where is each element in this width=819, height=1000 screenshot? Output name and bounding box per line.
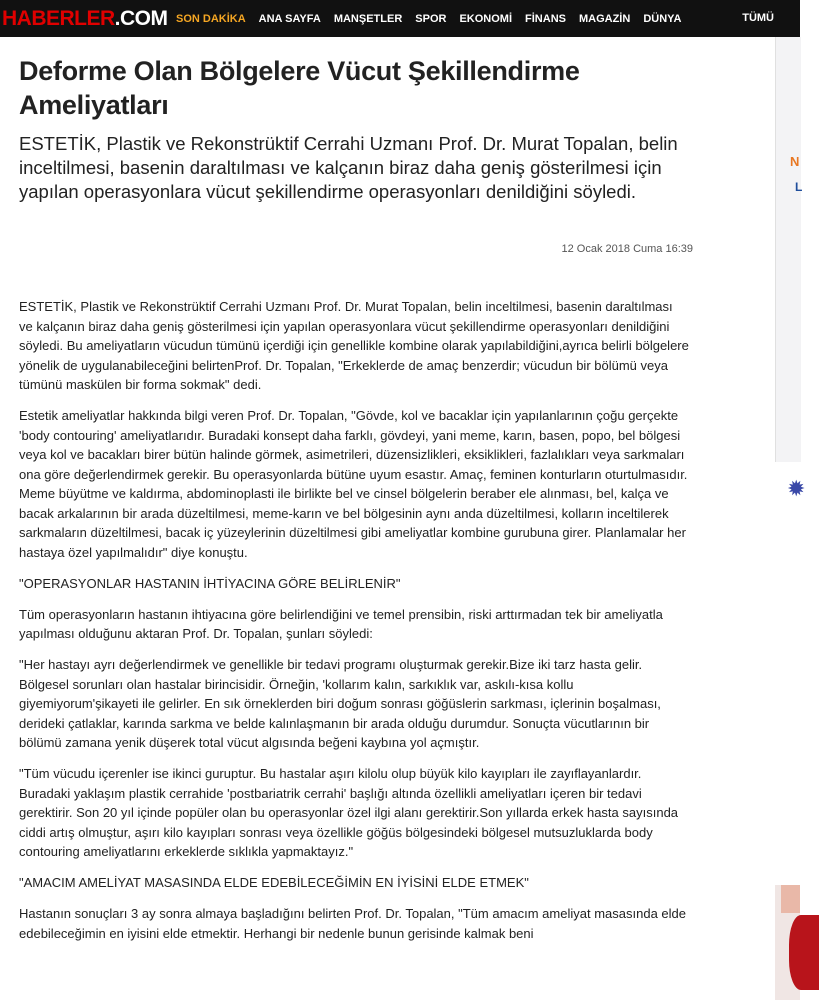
article-paragraph: Tüm operasyonların hastanın ihtiyacına göre belirlendiğini ve temel prensibin, riski arttırmadan tek bir ameliyatla yapılması olduğunu aktaran Prof. Dr. Topalan, şunları söyledi: (19, 606, 663, 641)
ad-image-red-shape (789, 915, 819, 990)
nav-finans[interactable]: FİNANS (525, 12, 566, 25)
site-logo[interactable] (0, 0, 170, 37)
nav-ana-sayfa[interactable]: ANA SAYFA (258, 12, 321, 25)
nav-dunya[interactable]: DÜNYA (643, 12, 682, 25)
top-navigation-bar (0, 0, 800, 37)
nav-magazin[interactable]: MAGAZİN (578, 12, 631, 25)
article-title: Deforme Olan Bölgelere Vücut Şekillendirme Ameliyatları (19, 56, 580, 120)
nav-mansetler[interactable]: MANŞETLER (333, 12, 403, 25)
nav-spor[interactable]: SPOR (415, 12, 447, 25)
article-body (19, 297, 689, 955)
article-paragraph: ESTETİK, Plastik ve Rekonstrüktif Cerrahi Uzmanı Prof. Dr. Murat Topalan, belin inceltilmesi, basenin daraltılması ve kalçanın biraz daha geniş gösterilmesi için yapılan operasyonlara vücut şekillendirme operasyonları denildiğini söyledi. Bu ameliyatların vücudun tümünü içerdiği için genellikle kombine olarak yapılabildiğini,ayrıca belirli bölgelere yönelik de uygulanabileceğini belirtenProf. Dr. Topalan, "Erkeklerde de amaç benzerdir; vücudun bir bölümü veya tümünü maskülen bir forma sokmak" dedi. (19, 299, 689, 392)
sidebar-ad-image[interactable] (775, 885, 800, 1000)
logo-suffix: .COM (114, 7, 168, 30)
nav-ekonomi[interactable]: EKONOMİ (459, 12, 513, 25)
ad-image-skin (781, 885, 800, 913)
sidebar-ad-logo[interactable] (775, 462, 806, 512)
main-nav (176, 0, 694, 37)
article-subheading: "AMACIM AMELİYAT MASASINDA ELDE EDEBİLECEĞİMİN EN İYİSİNİ ELDE ETMEK" (19, 875, 529, 890)
ad-text-1: N (790, 154, 800, 169)
nav-all-link[interactable]: TÜMÜ (742, 12, 774, 24)
ad-text-2: L (795, 180, 803, 194)
article-quote: "Tüm vücudu içerenler ise ikinci guruptur. Bu hastalar aşırı kilolu olup büyük kilo kayıpları ile zayıflayanlardır. Buradaki yaklaşım plastik cerrahide 'postbariatrik cerrahi' başlığı altında özellikli ameliyatları içeren bir tedavi gerektirir. Son 20 yıl içinde popüler olan bu operasyonlar özel ilgi alanı gerektirir.Son yıllarda erkek hasta sayısında ciddi artış olmuştur, aşırı kilo kayıpları sonrası veya özellikle göğüs bölgesindeki bölgesel mutsuzluklarda body contouring ameliyatlarını erkeklerde sıklıkla yapmaktayız." (19, 766, 679, 859)
nav-son-dakika[interactable]: SON DAKİKA (176, 12, 246, 25)
article-date: 12 Ocak 2018 Cuma 16:39 (561, 243, 693, 255)
article-subheading: "OPERASYONLAR HASTANIN İHTİYACINA GÖRE BELİRLENİR" (19, 575, 401, 591)
logo-text: HABERLER (2, 7, 115, 30)
article-quote: "Her hastayı ayrı değerlendirmek ve genellikle bir tedavi programı oluşturmak gerekir.Bize iki tarz hasta gelir. Bölgesel sorunları olan hastalar birincisidir. Örneğin, 'kollarım kalın, sarkıklık var, askılı-kısa kollu giyemiyorum'şikayeti ile gelirler. En sık örneklerden biri doğum sonrası göğüslerin sarkması, içlerinin boşalması, derideki çatlaklar, karında sarkma ve belde kalınlaşmanın bir arada olduğu durumdur. Sonuçta vücutlarının bir bölümü zamana yenik düşerek total vücut algısında beğeni kaybına yol açmıştır. (19, 657, 661, 750)
article-lead: ESTETİK, Plastik ve Rekonstrüktif Cerrahi Uzmanı Prof. Dr. Murat Topalan, belin inceltilmesi, basenin daraltılması ve kalçanın biraz daha geniş gösterilmesi için yapılan operasyonlara vücut şekillendirme operasyonları denildiğini söyledi. (19, 133, 678, 202)
sunburst-icon: ✹ (787, 476, 806, 501)
article-paragraph: Hastanın sonuçları 3 ay sonra almaya başladığını belirten Prof. Dr. Topalan, "Tüm amacım ameliyat masasında elde edebileceğimin en iyisini elde etmektir. Herhangi bir nedenle bunun gerisinde kalmak beni (19, 906, 686, 941)
article-paragraph: Estetik ameliyatlar hakkında bilgi veren Prof. Dr. Topalan, "Gövde, kol ve bacaklar için yapılanlarının çoğu gerçekte 'body contouring' ameliyatlarıdır. Buradaki konsept daha farklı, gövdeyi, yani meme, karın, basen, popo, bel bölgesi veya kol ve bacakları birer bütün halinde görmek, asimetrileri, düzensizlikleri, eksiklikleri, fazlalıkları veya sarkmaları ona göre değerlendirmek gerekir. Bu operasyonlarda bütüne uyum esastır. Amaç, feminen konturların oturtulmasıdır. Meme büyütme ve kaldırma, abdominoplasti ile birlikte bel ve cinsel bölgelerin beraber ele alınması, bel, kalça ve bacak arkalarının bir arada düzeltilmesi, meme-karın ve bel bölgesinin aynı anda düzeltilmesi, kolların inceltilerek sarkmaların düzeltilmesi, bacak iç yüzeylerinin düzeltilmesi gibi ameliyatlar kombine gurubuna girer. Planlamalar her hastaya özel yapılmalıdır" diye konuştu. (19, 408, 688, 560)
sidebar-ad-banner[interactable] (775, 37, 801, 462)
